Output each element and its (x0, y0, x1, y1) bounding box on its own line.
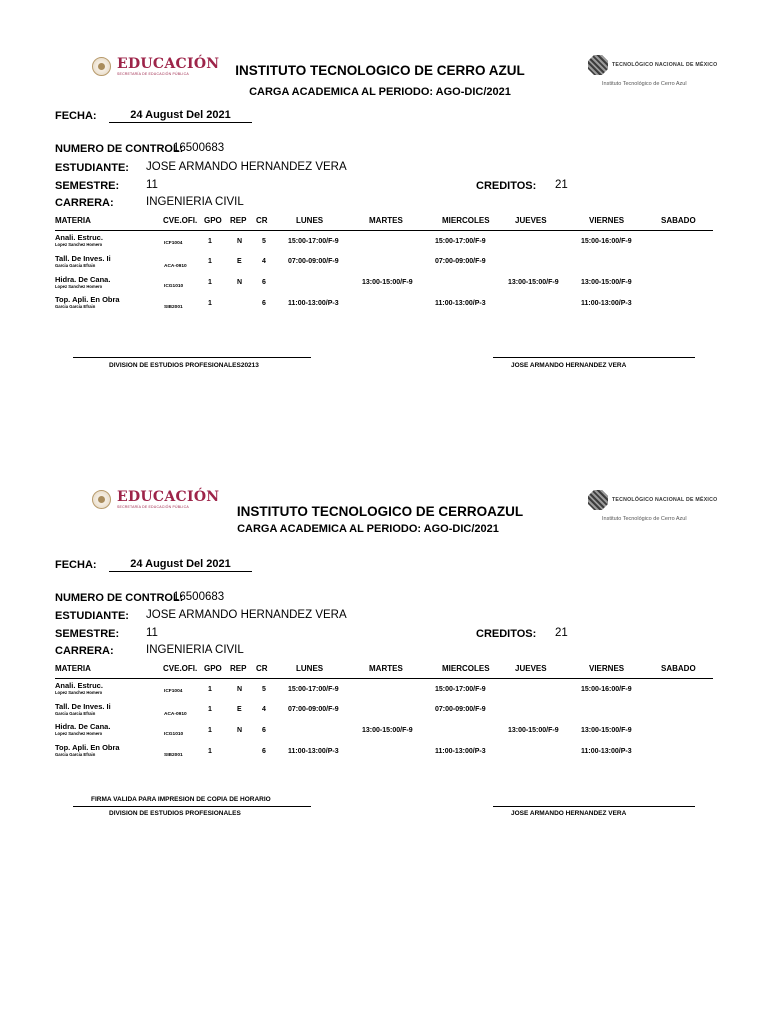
tecnm-logo (588, 490, 717, 522)
course-rep: E (237, 706, 242, 713)
course-teacher: Garcia Garcia Efrain (55, 711, 96, 716)
estudiante-label: ESTUDIANTE: (55, 162, 129, 174)
semestre-value: 11 (146, 627, 158, 639)
period-subtitle: CARGA ACADEMICA AL PERIODO: AGO-DIC/2021 (237, 523, 499, 535)
signature-line-left (73, 806, 311, 807)
lunes-slot: 11:00-13:00/P-3 (288, 748, 339, 755)
period-subtitle: CARGA ACADEMICA AL PERIODO: AGO-DIC/2021 (249, 86, 511, 98)
semestre-value: 11 (146, 179, 158, 191)
signature-line-right (493, 806, 695, 807)
miercoles-slot: 11:00-13:00/P-3 (435, 300, 486, 307)
course-teacher: Lopez Sanchez Homero (55, 731, 103, 736)
course-rep: N (237, 238, 243, 245)
course-credits: 5 (262, 238, 266, 245)
col-gpo: GPO (204, 216, 222, 225)
course-rep: N (237, 686, 243, 693)
col-rep: REP (230, 216, 247, 225)
signature-line-left (73, 357, 311, 358)
course-rep: E (237, 258, 242, 265)
carrera-value: INGENIERIA CIVIL (146, 644, 244, 656)
jueves-slot: 13:00-15:00/F-9 (508, 727, 559, 734)
col-sabado: SABADO (661, 216, 696, 225)
course-name: Tall. De Inves. Ii (55, 254, 111, 263)
course-group: 1 (208, 300, 212, 307)
col-materia: MATERIA (55, 216, 91, 225)
page-title: INSTITUTO TECNOLOGICO DE CERROAZUL (236, 504, 524, 519)
page-title: INSTITUTO TECNOLOGICO DE CERRO AZUL (235, 63, 525, 78)
seal-icon (92, 57, 111, 76)
signature-left-label: DIVISION DE ESTUDIOS PROFESIONALES20213 (109, 362, 259, 369)
miercoles-slot: 15:00-17:00/F-9 (435, 238, 486, 245)
course-teacher: Lopez Sanchez Homero (55, 242, 103, 247)
numero-control-value: 16500683 (173, 142, 225, 154)
viernes-slot: 15:00-16:00/F-9 (581, 238, 632, 245)
course-code: ICG1010 (164, 284, 184, 289)
educacion-logo-subtitle: SECRETARÍA DE EDUCACIÓN PÚBLICA (117, 505, 189, 509)
col-martes: MARTES (369, 664, 403, 673)
viernes-slot: 11:00-13:00/P-3 (581, 748, 632, 755)
course-group: 1 (208, 727, 212, 734)
course-group: 1 (208, 686, 212, 693)
numero-control-value: 16500683 (173, 591, 225, 603)
col-gpo: GPO (204, 664, 222, 673)
carrera-label: CARRERA: (55, 197, 114, 209)
course-code: ICG1010 (164, 732, 184, 737)
miercoles-slot: 11:00-13:00/P-3 (435, 748, 486, 755)
tecnm-logo-name: TECNOLÓGICO NACIONAL DE MÉXICO (612, 497, 718, 503)
course-name: Top. Apli. En Obra (55, 295, 120, 304)
course-teacher: Garcia Garcia Efrain (55, 752, 96, 757)
creditos-label: CREDITOS: (476, 628, 537, 640)
martes-slot: 13:00-15:00/F-9 (362, 727, 413, 734)
col-miercoles: MIERCOLES (442, 664, 490, 673)
course-code: ICF1004 (164, 241, 183, 246)
course-name: Hidra. De Cana. (55, 275, 111, 284)
course-teacher: Lopez Sanchez Homero (55, 284, 103, 289)
course-credits: 6 (262, 727, 266, 734)
seal-icon (92, 490, 111, 509)
tecnm-logo-campus: Instituto Tecnológico de Cerro Azul (602, 516, 687, 522)
tecnm-logo (588, 55, 717, 87)
course-code: ACA-0910 (164, 264, 187, 269)
course-code: ICF1004 (164, 689, 183, 694)
course-teacher: Garcia Garcia Efrain (55, 304, 96, 309)
col-cr: CR (256, 216, 268, 225)
numero-control-label: NUMERO DE CONTROL: (55, 592, 184, 604)
course-name: Hidra. De Cana. (55, 722, 111, 731)
fecha-label: FECHA: (55, 559, 97, 571)
viernes-slot: 15:00-16:00/F-9 (581, 686, 632, 693)
course-group: 1 (208, 748, 212, 755)
col-cve: CVE.OFI. (163, 216, 198, 225)
course-name: Anali. Estruc. (55, 233, 103, 242)
fecha-label: FECHA: (55, 110, 97, 122)
course-credits: 4 (262, 706, 266, 713)
fecha-value: 24 August Del 2021 (109, 558, 252, 572)
col-sabado: SABADO (661, 664, 696, 673)
col-jueves: JUEVES (515, 216, 547, 225)
col-rep: REP (230, 664, 247, 673)
miercoles-slot: 07:00-09:00/F-9 (435, 258, 486, 265)
semestre-label: SEMESTRE: (55, 628, 120, 640)
col-viernes: VIERNES (589, 216, 625, 225)
miercoles-slot: 15:00-17:00/F-9 (435, 686, 486, 693)
col-materia: MATERIA (55, 664, 91, 673)
signature-left-label: DIVISION DE ESTUDIOS PROFESIONALES (109, 810, 241, 817)
header-divider (55, 230, 713, 231)
col-cve: CVE.OFI. (163, 664, 198, 673)
tecnm-gear-icon (588, 490, 608, 510)
course-name: Anali. Estruc. (55, 681, 103, 690)
estudiante-label: ESTUDIANTE: (55, 610, 129, 622)
educacion-logo-word: EDUCACIÓN (117, 56, 220, 72)
course-credits: 5 (262, 686, 266, 693)
course-credits: 6 (262, 748, 266, 755)
creditos-value: 21 (555, 627, 568, 639)
tecnm-logo-campus: Instituto Tecnológico de Cerro Azul (602, 81, 687, 87)
martes-slot: 13:00-15:00/F-9 (362, 279, 413, 286)
signature-note: FIRMA VALIDA PARA IMPRESION DE COPIA DE HORARIO (91, 796, 271, 803)
course-group: 1 (208, 238, 212, 245)
col-jueves: JUEVES (515, 664, 547, 673)
lunes-slot: 15:00-17:00/F-9 (288, 238, 339, 245)
creditos-label: CREDITOS: (476, 180, 537, 192)
course-credits: 6 (262, 279, 266, 286)
signature-line-right (493, 357, 695, 358)
educacion-logo-word: EDUCACIÓN (117, 489, 220, 505)
course-credits: 6 (262, 300, 266, 307)
signature-right-label: JOSE ARMANDO HERNANDEZ VERA (511, 362, 627, 369)
viernes-slot: 13:00-15:00/F-9 (581, 727, 632, 734)
lunes-slot: 07:00-09:00/F-9 (288, 706, 339, 713)
col-cr: CR (256, 664, 268, 673)
viernes-slot: 13:00-15:00/F-9 (581, 279, 632, 286)
course-code: SIB2001 (164, 305, 183, 310)
educacion-logo-subtitle: SECRETARÍA DE EDUCACIÓN PÚBLICA (117, 72, 189, 76)
course-group: 1 (208, 258, 212, 265)
creditos-value: 21 (555, 179, 568, 191)
lunes-slot: 07:00-09:00/F-9 (288, 258, 339, 265)
course-teacher: Lopez Sanchez Homero (55, 690, 103, 695)
semestre-label: SEMESTRE: (55, 180, 120, 192)
estudiante-value: JOSE ARMANDO HERNANDEZ VERA (146, 161, 347, 173)
course-group: 1 (208, 706, 212, 713)
course-credits: 4 (262, 258, 266, 265)
carrera-value: INGENIERIA CIVIL (146, 196, 244, 208)
numero-control-label: NUMERO DE CONTROL: (55, 143, 184, 155)
lunes-slot: 15:00-17:00/F-9 (288, 686, 339, 693)
course-code: ACA-0910 (164, 712, 187, 717)
viernes-slot: 11:00-13:00/P-3 (581, 300, 632, 307)
course-rep: N (237, 279, 243, 286)
course-teacher: Garcia Garcia Efrain (55, 263, 96, 268)
course-code: SIB2001 (164, 753, 183, 758)
estudiante-value: JOSE ARMANDO HERNANDEZ VERA (146, 609, 347, 621)
col-lunes: LUNES (296, 664, 324, 673)
header-divider (55, 678, 713, 679)
col-lunes: LUNES (296, 216, 324, 225)
tecnm-logo-name: TECNOLÓGICO NACIONAL DE MÉXICO (612, 62, 718, 68)
tecnm-gear-icon (588, 55, 608, 75)
jueves-slot: 13:00-15:00/F-9 (508, 279, 559, 286)
col-miercoles: MIERCOLES (442, 216, 490, 225)
signature-right-label: JOSE ARMANDO HERNANDEZ VERA (511, 810, 627, 817)
course-group: 1 (208, 279, 212, 286)
carrera-label: CARRERA: (55, 645, 114, 657)
course-rep: N (237, 727, 243, 734)
course-name: Top. Apli. En Obra (55, 743, 120, 752)
miercoles-slot: 07:00-09:00/F-9 (435, 706, 486, 713)
col-viernes: VIERNES (589, 664, 625, 673)
col-martes: MARTES (369, 216, 403, 225)
lunes-slot: 11:00-13:00/P-3 (288, 300, 339, 307)
fecha-value: 24 August Del 2021 (109, 109, 252, 123)
course-name: Tall. De Inves. Ii (55, 702, 111, 711)
